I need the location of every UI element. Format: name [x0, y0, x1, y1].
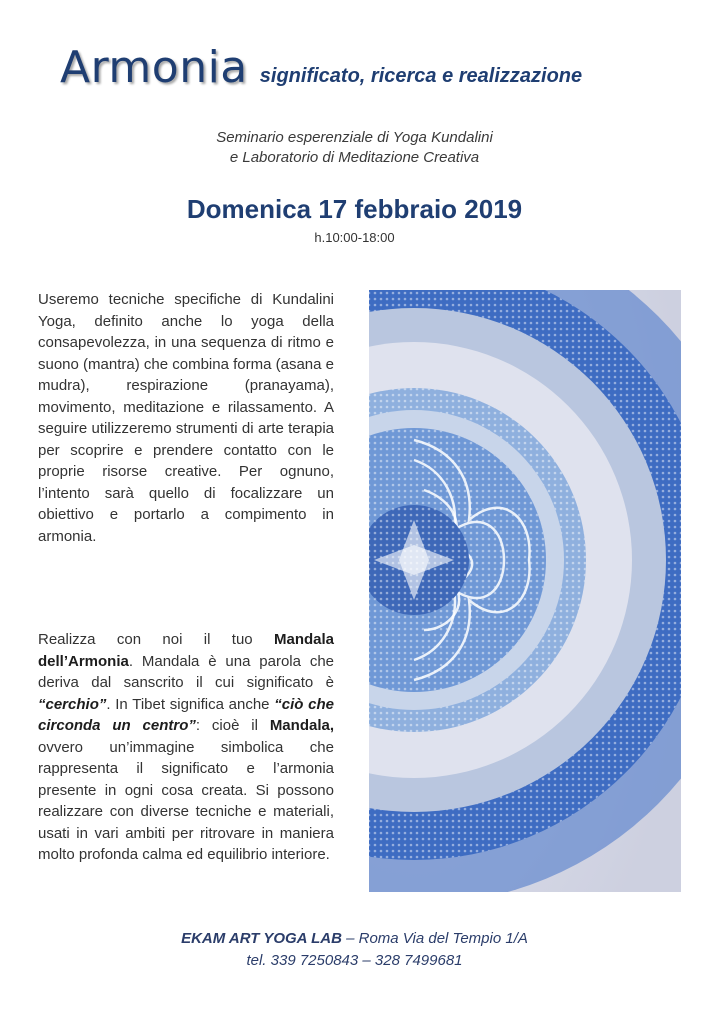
mandala-image [369, 290, 681, 892]
p2-text-2: . Mandala è una parola che deriva dal sanscrito il cui significato è [38, 652, 334, 691]
seminar-line-1: Seminario esperenziale di Yoga Kundalini [216, 129, 493, 146]
event-date: Domenica 17 febbraio 2019 [186, 194, 523, 224]
footer-contact [0, 928, 709, 972]
lab-phones: tel. 339 7250843 – 328 7499681 [246, 952, 463, 969]
p2-bold-mandala-armonia: Mandala dell’Armonia [38, 631, 334, 670]
event-hours: h.10:00-18:00 [314, 230, 395, 245]
lab-name: EKAM ART YOGA LAB [181, 930, 342, 947]
title-row [60, 42, 582, 93]
p2-text-3: . In Tibet significa anche [106, 695, 275, 713]
lab-address: – Roma Via del Tempio 1/A [341, 930, 528, 947]
p2-bold-cerchio: “cerchio” [38, 695, 107, 713]
paragraph-yoga: Useremo tecniche specifiche di Kundalini Yoga, definito anche lo yoga della consapevolezza, in una sequenza di ritmo e suono (mantra) che combina forma (asana e mudra), respirazione (pranayama), movimento, meditazione e rilassamento. A seguire utilizzeremo strumenti di arte terapia per scoprire e prendere contatto con le proprie risorse creative. Per ognuno, l’intento sarà quello di focalizzare un obiettivo e portarlo a compimento in armonia. [38, 291, 334, 545]
p2-text-1: Realizza con noi il tuo [38, 631, 274, 648]
page-title: Armonia [60, 42, 248, 93]
footer-address-line [0, 928, 709, 950]
mandala-painting [369, 290, 681, 892]
paragraph-mandala [38, 629, 334, 866]
page-subtitle: significato, ricerca e realizzazione [259, 65, 583, 87]
p2-text-5: ovvero un’immagine simbolica che rappresenta il significato e l’armonia presente in ogni cosa creata. Si possono realizzare con diverse tecniche e materiali, usati in vari ambiti per ritrovare in maniera molto profonda calma ed equilibrio interiore. [38, 738, 334, 863]
seminar-line-2: e Laboratorio di Meditazione Creativa [229, 149, 480, 166]
p2-text-4: : cioè il [195, 717, 270, 734]
p2-bold-mandala: Mandala, [269, 717, 334, 734]
p2-bold-circonda: “ciò che circonda un centro” [38, 695, 334, 734]
seminar-description [0, 128, 709, 168]
